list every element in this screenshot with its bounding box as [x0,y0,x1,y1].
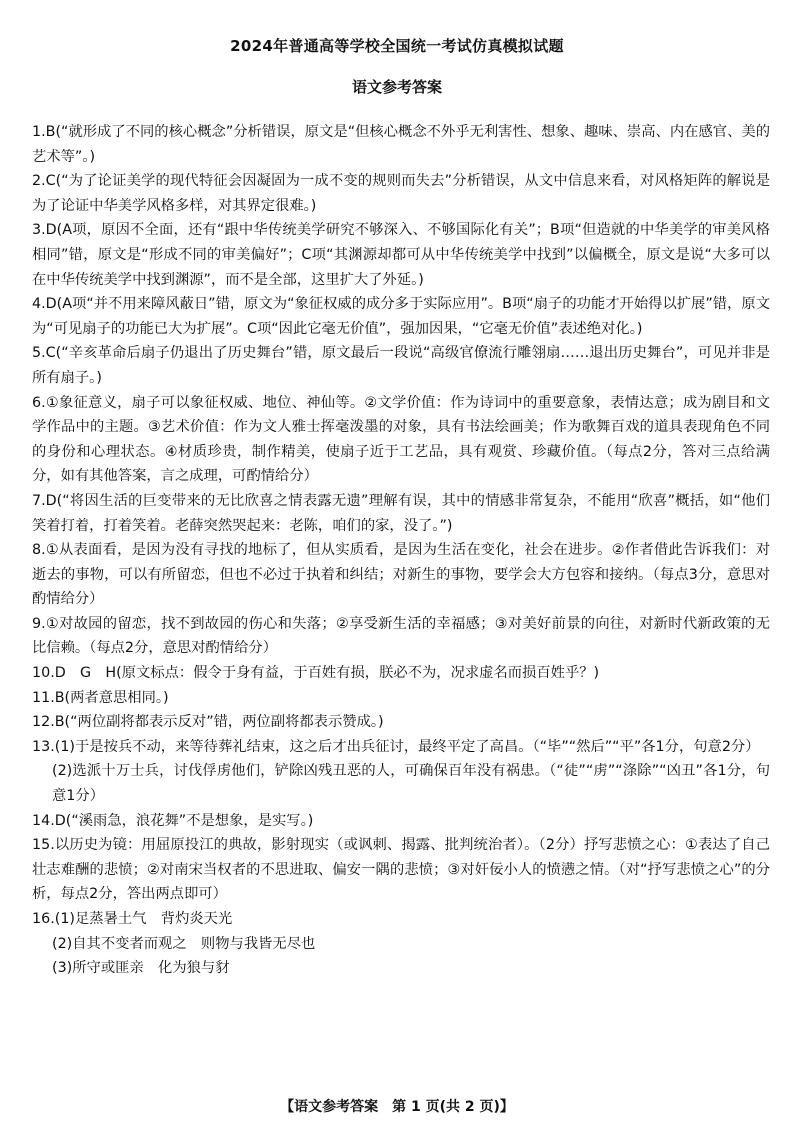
answer-item-15: 15.以历史为镜：用屈原投江的典故，影射现实（或讽刺、揭露、批判统治者）。（2分）抒写悲愤之心：①表达了自己壮志难酬的悲愤；②对南宋当权者的不思进取、偏安一隅的悲愤；③对奸佞小人的愤懑之情。（对“抒写悲愤之心”的分析，每点2分，答出两点即可） [32,837,770,903]
answer-item-3: 3.D(A项，原因不全面，还有“跟中华传统美学研究不够深入、不够国际化有关”；B项“但造就的中华美学的审美风格相同”错，原文是“形成不同的审美偏好”；C项“其渊源却都可从中华传统美学中找到”以偏概全，原文是说“大多可以在中华传统美学中找到渊源”，而不是全部，这里扩大了外延。) [32,222,770,288]
answer-item-13-2: (2)选派十万士兵，讨伐俘虏他们，铲除凶残丑恶的人，可确保百年没有祸患。（“徒”“虏”“涤除”“凶丑”各1分，句意1分） [52,763,770,805]
answer-item-5: 5.C(“辛亥革命后扇子仍退出了历史舞台”错，原文最后一段说“高级官僚流行雕翎扇……退出历史舞台”，可见并非是所有扇子。) [32,345,770,386]
answer-item-16-2: (2)自其不变者而观之 则物与我皆无尽也 [52,935,316,952]
answer-item-8: 8.①从表面看，是因为没有寻找的地标了，但从实质看，是因为生活在变化，社会在进步。②作者借此告诉我们：对逝去的事物，可以有所留恋，但也不必过于执着和纠结；对新生的事物，要学会大方包容和接纳。（每点3分，意思对酌情给分） [32,542,770,608]
page-title: 2024年普通高等学校全国统一考试仿真模拟试题 [230,37,564,55]
answer-item-14: 14.D(“溪雨急，浪花舞”不是想象，是实写。) [32,812,314,829]
answer-item-1: 1.B(“就形成了不同的核心概念”分析错误，原文是“但核心概念不外乎无利害性、想象、趣味、崇高、内在感官、美的艺术等”。) [32,124,770,165]
answer-item-12: 12.B(“两位副将都表示反对”错，两位副将都表示赞成。) [32,714,384,731]
answer-item-7: 7.D(“将因生活的巨变带来的无比欣喜之情表露无遗”理解有误，其中的情感非常复杂，不能用“欣喜”概括，如“他们笑着打着，打着笑着。老薛突然哭起来：老陈，咱们的家，没了。”) [32,492,770,534]
answer-item-16-3: (3)所守或匪亲 化为狼与豺 [52,960,230,977]
answer-item-16-1: 16.(1)足蒸暑土气 背灼炎天光 [32,911,233,927]
page-footer: 【语文参考答案 第 1 页(共 2 页)】 [280,1099,514,1115]
answer-item-11: 11.B(两者意思相同。) [32,689,169,706]
page-subtitle: 语文参考答案 [351,78,442,96]
answer-item-6: 6.①象征意义，扇子可以象征权威、地位、神仙等。②文学价值：作为诗词中的重要意象，表情达意；成为剧目和文学作品中的主题。③艺术价值：作为文人雅士挥毫泼墨的对象，具有书法绘画美；作为歌舞百戏的道具表现角色不同的身份和心理状态。④材质珍贵，制作精美，使扇子近于工艺品，具有观赏、珍藏价值。（每点2分，答对三点给满分，如有其他答案，言之成理，可酌情给分） [32,394,770,485]
answer-item-13-1: 13.(1)于是按兵不动，来等待葬礼结束，这之后才出兵征讨，最终平定了高昌。（“毕”“然后”“平”各1分，句意2分） [32,738,760,755]
answer-item-2: 2.C(“为了论证美学的现代特征会因凝固为一成不变的规则而失去”分析错误，从文中信息来看，对风格矩阵的解说是为了论证中华美学风格多样，对其界定很难。) [32,173,770,214]
answer-item-9: 9.①对故园的留恋，找不到故园的伤心和失落；②享受新生活的幸福感；③对美好前景的向往，对新时代新政策的无比信赖。（每点2分，意思对酌情给分） [32,615,770,657]
answer-item-10: 10.D G H(原文标点：假令于身有益，于百姓有损，朕必不为，况求虚名而损百姓乎？) [32,665,600,682]
answer-list [32,120,770,981]
answer-item-4: 4.D(A项“并不用来障风蔽日”错，原文为“象征权威的成分多于实际应用”。B项“扇子的功能才开始得以扩展”错，原文为“可见扇子的功能已大为扩展”。C项“因此它毫无价值”，强加因果，“它毫无价值”表述绝对化。) [32,296,770,337]
